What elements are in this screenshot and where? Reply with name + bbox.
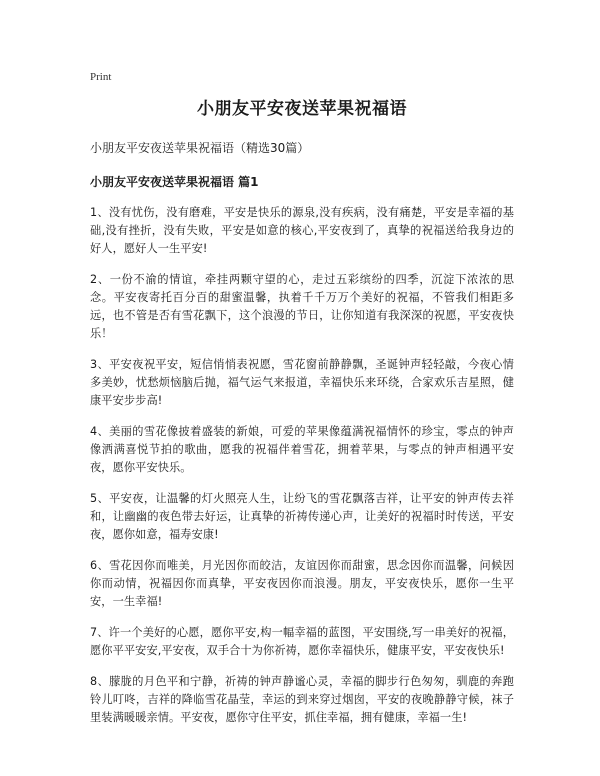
paragraph-7: 7、许一个美好的心愿，愿你平安,构一幅幸福的蓝图，平安围绕,写一串美好的祝福，愿你平平安安,平安夜，双手合十为你祈祷，愿你幸福快乐，健康平安，平安夜快乐! — [90, 626, 514, 657]
section-heading: 小朋友平安夜送苹果祝福语 篇1 — [90, 175, 259, 189]
paragraph-6: 6、雪花因你而唯美，月光因你而皎洁，友谊因你而甜蜜，思念因你而温馨，问候因你而动情，祝福因你而真挚，平安夜因你而浪漫。朋友，平安夜快乐，愿你一生平安，一生幸福! — [90, 559, 514, 608]
paragraph-list — [90, 204, 514, 727]
paragraph-2: 2、一份不渝的情谊，牵挂两颗守望的心，走过五彩缤纷的四季，沉淀下浓浓的思念。平安夜寄托百分百的甜蜜温馨，执着千千万万个美好的祝福，不管我们相距多远，也不管是否有雪花飘下，这个浪漫的节日，让你知道有我深深的祝愿，平安夜快乐！ — [90, 273, 514, 340]
subtitle: 小朋友平安夜送苹果祝福语（精选30篇） — [90, 141, 310, 155]
paragraph-8: 8、朦胧的月色平和宁静，祈祷的钟声静谧心灵，幸福的脚步行色匆匆，驯鹿的奔跑铃儿叮咚，吉祥的降临雪花晶莹，幸运的到来穿过烟囱，平安的夜晚静静守候，袜子里装满暖暖亲情。平安夜，愿你守住平安，抓住幸福，拥有健康，幸福一生! — [90, 675, 514, 724]
paragraph-4: 4、美丽的雪花像披着盛装的新娘，可爱的苹果像蕴满祝福情怀的珍宝，零点的钟声像洒满喜悦节拍的歌曲，愿我的祝福伴着雪花，拥着苹果，与零点的钟声相遇平安夜，愿你平安快乐。 — [90, 425, 514, 474]
paragraph-1: 1、没有忧伤，没有磨难，平安是快乐的源泉,没有疾病，没有痛楚，平安是幸福的基础,没有挫折，没有失败，平安是如意的核心,平安夜到了，真挚的祝福送给我身边的好人，愿好人一生平安! — [90, 206, 514, 255]
print-link[interactable]: Print — [90, 71, 112, 83]
page-title: 小朋友平安夜送苹果祝福语 — [197, 99, 407, 119]
paragraph-5: 5、平安夜，让温馨的灯火照亮人生，让纷飞的雪花飘落吉祥，让平安的钟声传去祥和，让幽幽的夜色带去好运，让真挚的祈祷传递心声，让美好的祝福时时传送，平安夜，愿你如意，福寿安康! — [90, 492, 514, 541]
paragraph-3: 3、平安夜祝平安，短信悄悄表祝愿，雪花窗前静静飘，圣诞钟声轻轻敲，今夜心情多美妙，忧愁烦恼脑后抛，福气运气来报道，幸福快乐来环绕，合家欢乐吉星照，健康平安步步高! — [90, 358, 514, 407]
